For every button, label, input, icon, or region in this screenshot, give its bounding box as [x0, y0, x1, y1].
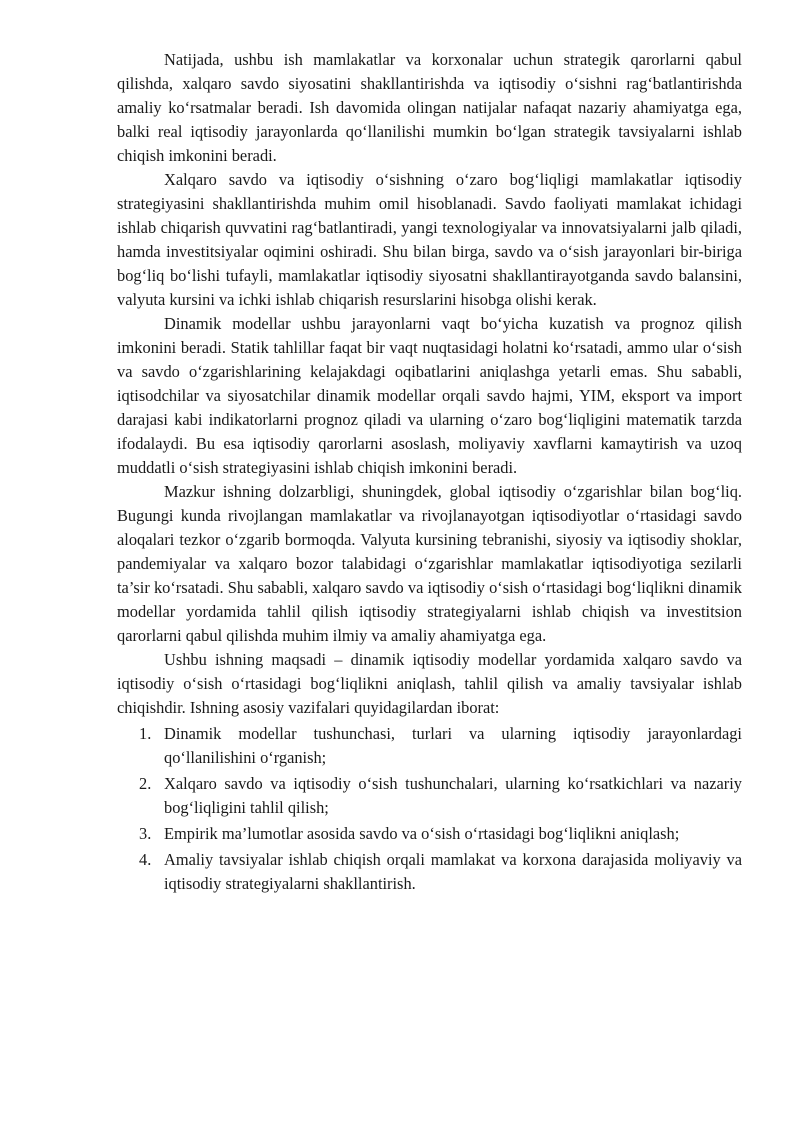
- list-item: [117, 848, 742, 896]
- paragraph-dynamic-models: Dinamik modellar ushbu jarayonlarni vaqt bo‘yicha kuzatish va prognoz qilish imkonini beradi. Statik tahlillar faqat bir vaqt nuqtasidagi holatni ko‘rsatadi, ammo ular o‘sish va savdo o‘zgarishlarining kelajakdagi oqibatlarini aniqlashga yetarli emas. Shu sababli, iqtisodchilar va siyosatchilar dinamik modellar orqali savdo hajmi, YIM, eksport va import darajasi kabi indikatorlarni prognoz qiladi va ularning o‘zaro bog‘liqligini matematik tarzda ifodalaydi. Bu esa iqtisodiy qarorlarni asoslash, moliyaviy xavflarni kamaytirish va uzoq muddatli o‘sish strategiyasini ishlab chiqish imkonini beradi.: [117, 314, 742, 477]
- list-item-text: Xalqaro savdo va iqtisodiy o‘sish tushunchalari, ularning ko‘rsatkichlari va nazariy bog‘liqligini tahlil qilish;: [164, 774, 742, 817]
- list-item-text: Amaliy tavsiyalar ishlab chiqish orqali mamlakat va korxona darajasida moliyaviy va iqtisodiy strategiyalarni shakllantirish.: [164, 850, 742, 893]
- paragraph-objective: Ushbu ishning maqsadi – dinamik iqtisodiy modellar yordamida xalqaro savdo va iqtisodiy o‘sish o‘rtasidagi bog‘liqlikni aniqlash, tahlil qilish va amaliy tavsiyalar ishlab chiqishdir. Ishning asosiy vazifalari quyidagilardan iborat:: [117, 650, 742, 717]
- tasks-list: [117, 722, 742, 896]
- list-item: [117, 822, 742, 846]
- paragraph-results: Natijada, ushbu ish mamlakatlar va korxonalar uchun strategik qarorlarni qabul qilishda, xalqaro savdo siyosatini shakllantirishda va iqtisodiy o‘sishni rag‘batlantirishda amaliy ko‘rsatmalar beradi. Ish davomida olingan natijalar nafaqat nazariy ahamiyatga ega, balki real iqtisodiy jarayonlarda qo‘llanilishi mumkin bo‘lgan strategik tavsiyalarni ishlab chiqish imkonini beradi.: [117, 50, 742, 165]
- document-page: [117, 48, 742, 896]
- list-item-number: 2.: [139, 774, 152, 793]
- list-item-text: Empirik ma’lumotlar asosida savdo va o‘sish o‘rtasidagi bog‘liqlikni aniqlash;: [164, 824, 680, 843]
- list-item-text: Dinamik modellar tushunchasi, turlari va ularning iqtisodiy jarayonlardagi qo‘llanilishini o‘rganish;: [164, 724, 742, 767]
- list-item: [117, 772, 742, 820]
- list-item-number: 3.: [139, 824, 152, 843]
- paragraph-relevance: Mazkur ishning dolzarbligi, shuningdek, global iqtisodiy o‘zgarishlar bilan bog‘liq. Bugungi kunda rivojlangan mamlakatlar va rivojlanayotgan iqtisodiyotlar o‘rtasidagi savdo aloqalari tezkor o‘zgarib bormoqda. Valyuta kursining tebranishi, siyosiy va iqtisodiy shoklar, pandemiyalar va xalqaro bozor talabidagi o‘zgarishlar mamlakatlar iqtisodiyotiga sezilarli ta’sir ko‘rsatadi. Shu sababli, xalqaro savdo va iqtisodiy o‘sish o‘rtasidagi bog‘liqlikni dinamik modellar yordamida tahlil qilish iqtisodiy strategiyalarni ishlab chiqish va investitsion qarorlarni qabul qilishda muhim ilmiy va amaliy ahamiyatga ega.: [117, 482, 742, 645]
- list-item-number: 1.: [139, 724, 152, 743]
- list-item: [117, 722, 742, 770]
- list-item-number: 4.: [139, 850, 152, 869]
- paragraph-trade-growth: Xalqaro savdo va iqtisodiy o‘sishning o‘zaro bog‘liqligi mamlakatlar iqtisodiy strategiyasini shakllantirishda muhim omil hisoblanadi. Savdo faoliyati mamlakat ichidagi ishlab chiqarish quvvatini rag‘batlantiradi, yangi texnologiyalar va innovatsiyalarni jalb qiladi, hamda investitsiyalar oqimini oshiradi. Shu bilan birga, savdo va o‘sish jarayonlari bir-biriga bog‘liq bo‘lishi tufayli, mamlakatlar iqtisodiy siyosatni shakllantirayotganda savdo balansini, valyuta kursini va ichki ishlab chiqarish resurslarini hisobga olishi kerak.: [117, 170, 742, 309]
